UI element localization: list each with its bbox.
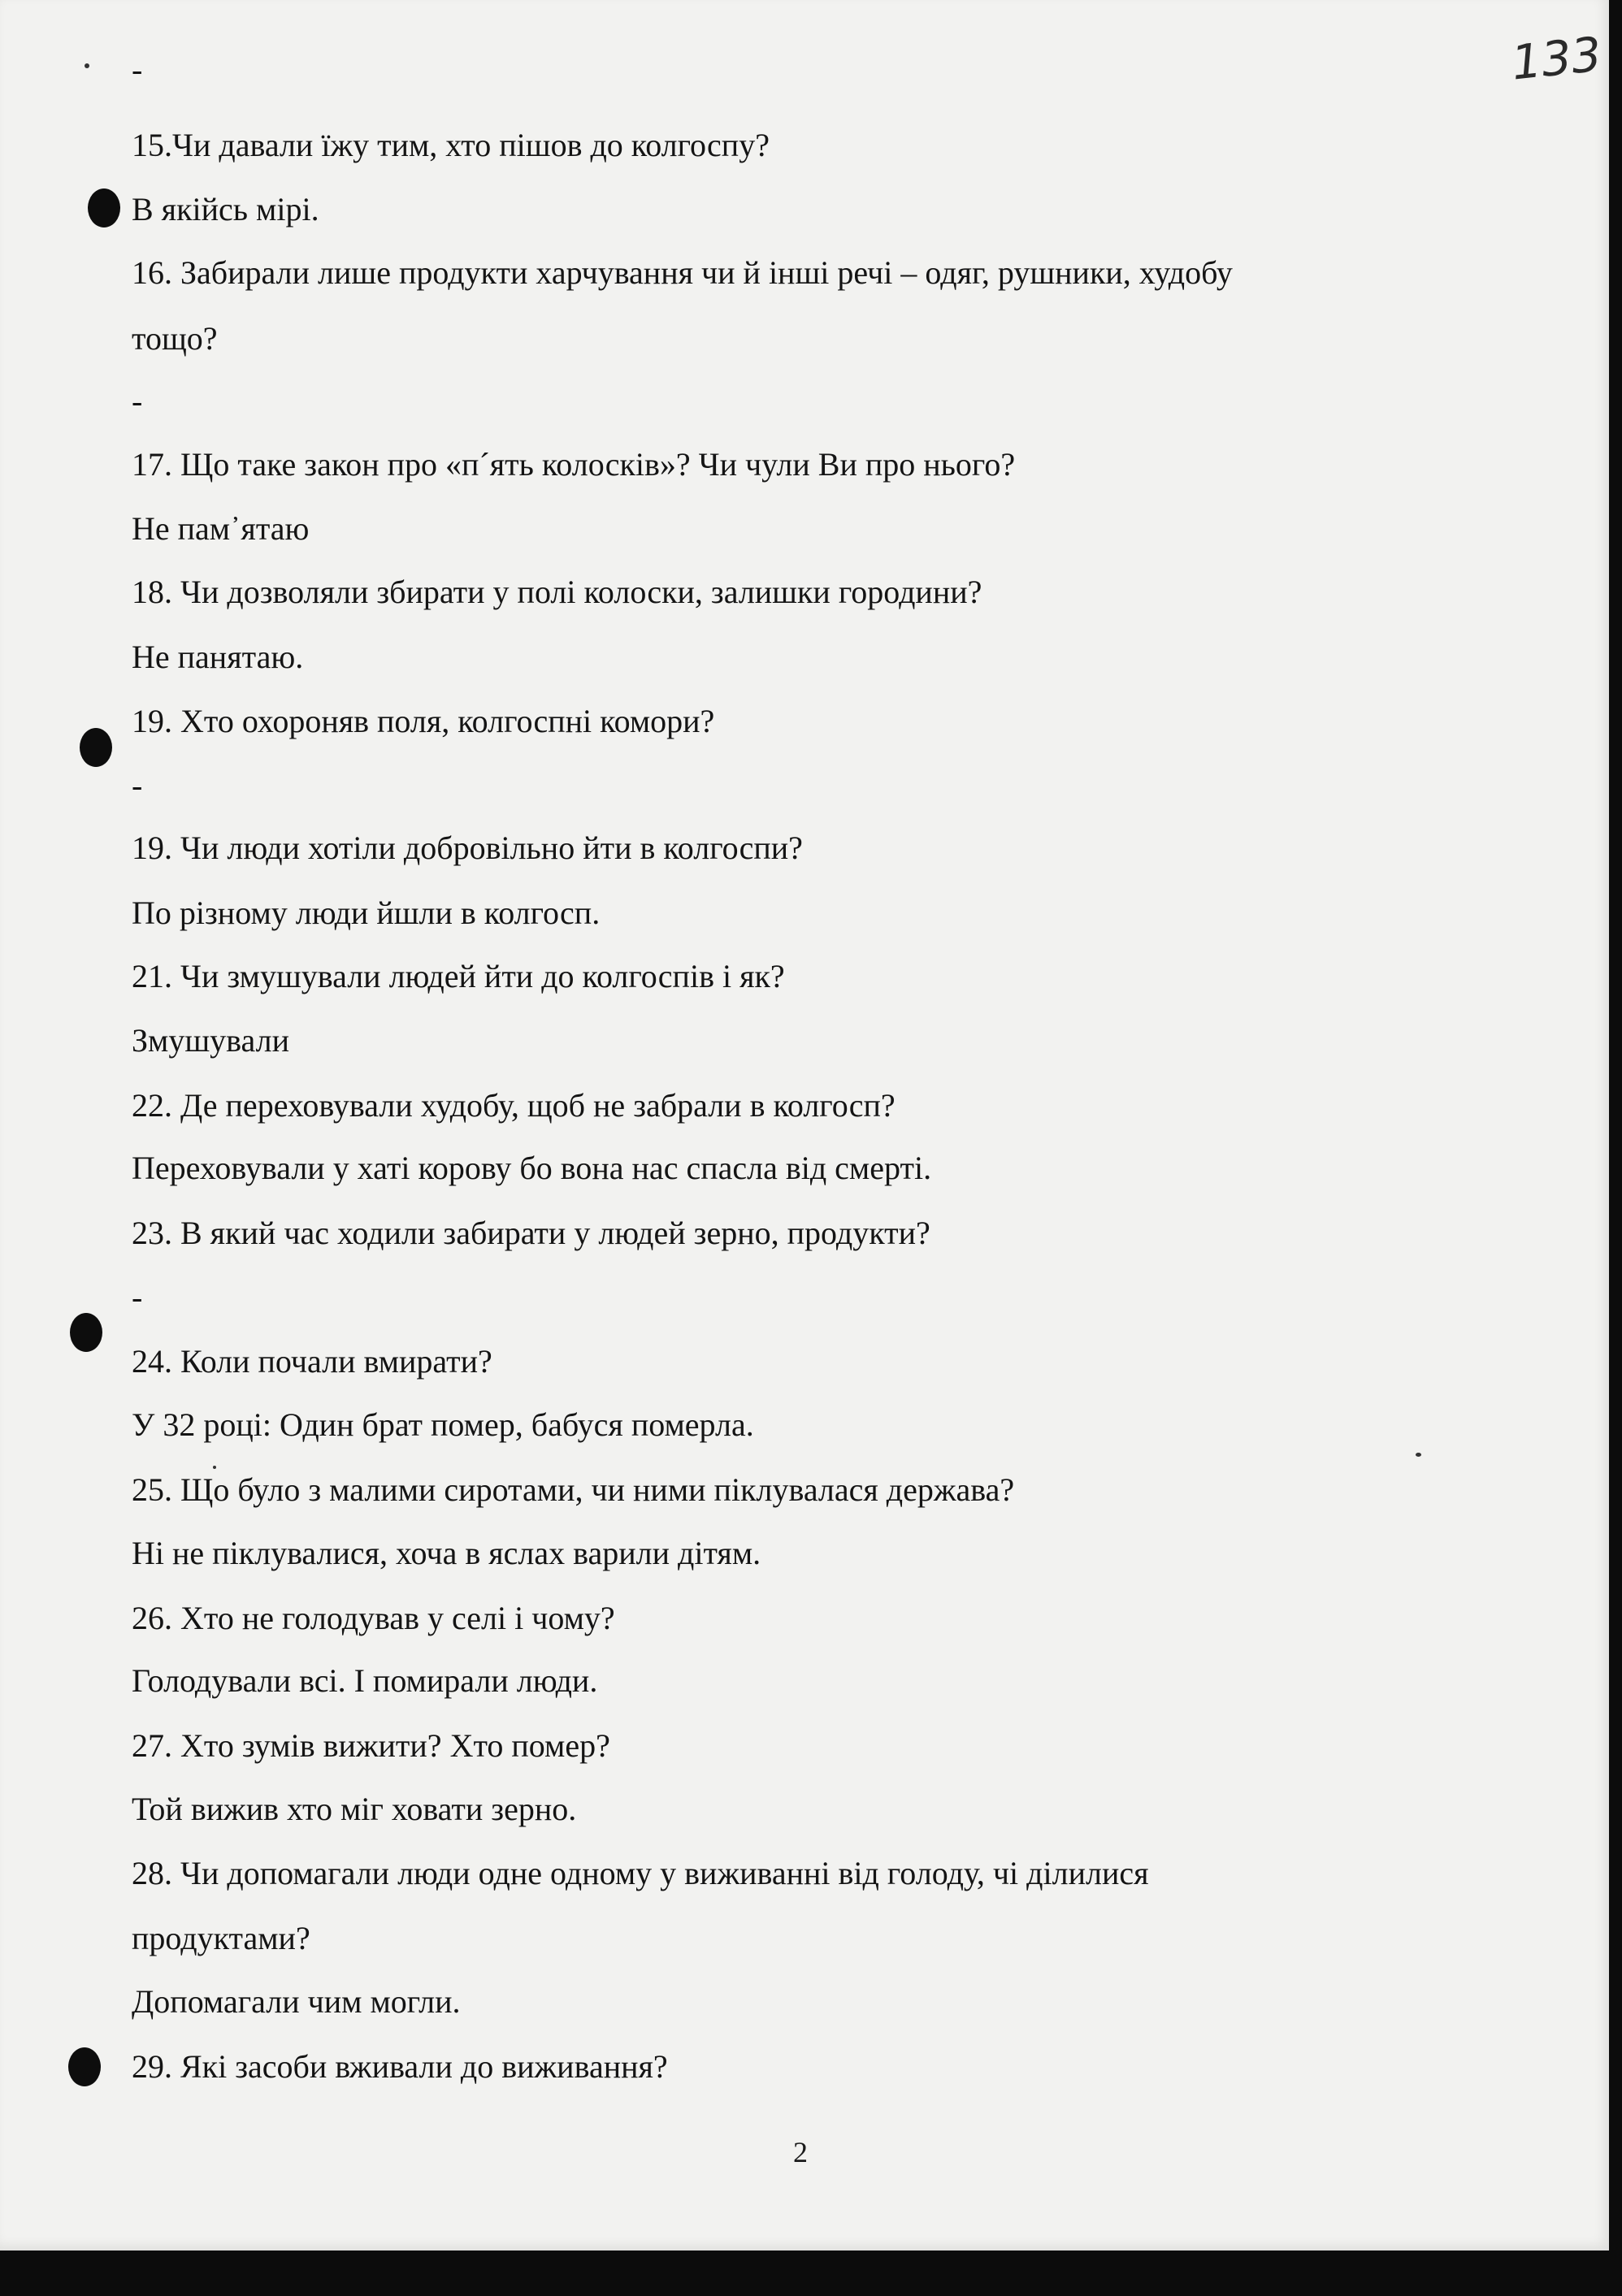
answer-line: Той вижив хто міг ховати зерно. xyxy=(132,1791,577,1827)
answer-line: Переховували у хаті корову бо вона нас спасла від смерті. xyxy=(132,1150,932,1186)
question-line: 18. Чи дозволяли збирати у полі колоски, залишки городини? xyxy=(132,574,982,610)
question-line: 25. Що було з малими сиротами, чи ними піклувалася держава? xyxy=(132,1471,1015,1508)
question-line: 19. Хто охороняв поля, колгоспні комори? xyxy=(132,703,715,739)
question-line: 19. Чи люди хотіли добровільно йти в колгоспи? xyxy=(132,830,803,866)
answer-line: У 32 році: Один брат помер, бабуся померла. xyxy=(132,1406,754,1443)
question-line: 15.Чи давали їжу тим, хто пішов до колгоспу? xyxy=(132,127,770,163)
question-line: 16. Забирали лише продукти харчування чи й інші речі – одяг, рушники, худобу xyxy=(132,254,1233,291)
question-line: 17. Що таке закон про «п´ять колосків»? Чи чули Ви про нього? xyxy=(132,446,1016,483)
answer-line: По різному люди йшли в колгосп. xyxy=(132,895,601,931)
punch-hole xyxy=(68,2047,101,2086)
answer-line: Ні не піклувалися, хоча в яслах варили дітям. xyxy=(132,1535,761,1571)
answer-line: Змушували xyxy=(132,1022,289,1059)
question-line: 29. Які засоби вживали до виживання? xyxy=(132,2048,668,2085)
footer-page-number: 2 xyxy=(793,2136,808,2168)
answer-line: Не пам᾽ятаю xyxy=(132,510,310,547)
paper-speck xyxy=(85,63,89,68)
answer-line: Допомагали чим могли. xyxy=(132,1983,461,2020)
text-line: - xyxy=(132,51,143,88)
punch-hole xyxy=(80,728,112,767)
question-line: 24. Коли почали вмирати? xyxy=(132,1343,492,1380)
answer-line: - xyxy=(132,383,143,419)
question-line: 21. Чи змушували людей йти до колгоспів і як? xyxy=(132,958,785,994)
question-line: тощо? xyxy=(132,320,218,357)
question-line: 28. Чи допомагали люди одне одному у виживанні від голоду, чі ділилися xyxy=(132,1855,1149,1891)
punch-hole xyxy=(88,188,120,227)
paper-speck xyxy=(1416,1453,1421,1457)
answer-line: Не панятаю. xyxy=(132,639,304,675)
handwritten-page-number: 133 xyxy=(1508,26,1604,91)
question-line: 22. Де переховували худобу, щоб не забрали в колгосп? xyxy=(132,1087,896,1124)
answer-line: - xyxy=(132,1279,143,1315)
answer-line: - xyxy=(132,767,143,804)
question-line: 26. Хто не голодував у селі і чому? xyxy=(132,1600,615,1636)
question-line: продуктами? xyxy=(132,1920,310,1956)
answer-line: В якійсь мірі. xyxy=(132,191,319,227)
question-line: 27. Хто зумів вижити? Хто помер? xyxy=(132,1727,610,1764)
question-line: 23. В який час ходили забирати у людей зерно, продукти? xyxy=(132,1215,930,1251)
answer-line: Голодували всі. І помирали люди. xyxy=(132,1662,598,1699)
paper-speck xyxy=(213,1466,216,1469)
punch-hole xyxy=(70,1313,102,1352)
